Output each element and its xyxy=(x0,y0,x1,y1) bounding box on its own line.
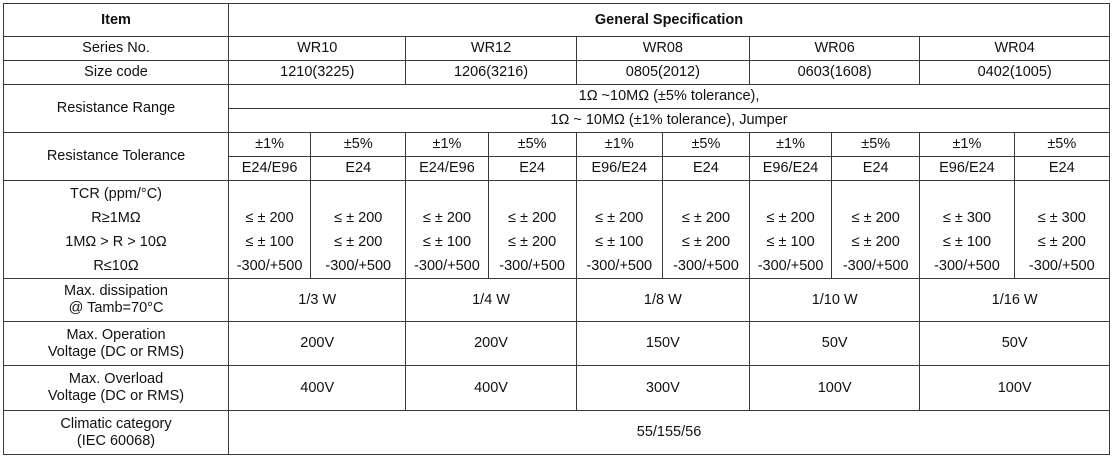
dissipation-label xyxy=(4,279,229,322)
tcr-mid: ≤ ± 200 xyxy=(1037,233,1086,250)
overload-cell: 300V xyxy=(576,366,749,411)
tcr-r-ge-1m: ≤ ± 200 xyxy=(851,209,900,226)
tcr-r-le-10: -300/+500 xyxy=(934,257,1000,274)
dissipation-label-line-1: Max. dissipation xyxy=(64,283,168,299)
series-cell: WR12 xyxy=(406,37,576,61)
tolerance-series: E24 xyxy=(832,157,920,181)
operation-cell: 150V xyxy=(576,322,749,366)
tcr-r-le-10: -300/+500 xyxy=(842,257,909,274)
series-cell: WR10 xyxy=(229,37,406,61)
tolerance-pct: ±1% xyxy=(406,133,488,157)
size-row xyxy=(4,61,1110,85)
operation-cell: 200V xyxy=(406,322,576,366)
tolerance-pct: ±5% xyxy=(488,133,576,157)
tcr-mid: ≤ ± 100 xyxy=(245,233,294,250)
size-cell: 1206(3216) xyxy=(406,61,576,85)
tcr-cell xyxy=(832,181,920,279)
series-cell: WR06 xyxy=(750,37,920,61)
operation-label-line-1: Max. Operation xyxy=(66,326,166,343)
dissipation-row xyxy=(4,279,1110,322)
series-cell: WR04 xyxy=(920,37,1110,61)
dissipation-cell: 1/8 W xyxy=(576,279,749,322)
tolerance-pct: ±1% xyxy=(576,133,662,157)
tolerance-pct: ±5% xyxy=(832,133,920,157)
overload-label-line-2: Voltage (DC or RMS) xyxy=(47,388,185,404)
tcr-r-ge-1m: ≤ ± 300 xyxy=(942,209,992,226)
tolerance-series: E24 xyxy=(311,157,406,181)
tcr-r-le-10: -300/+500 xyxy=(325,257,392,274)
header-item: Item xyxy=(4,4,229,37)
operation-label-line-2: Voltage (DC or RMS) xyxy=(47,343,185,360)
dissipation-cell: 1/16 W xyxy=(920,279,1110,322)
dissipation-cell: 1/4 W xyxy=(406,279,576,322)
climatic-label-line-1: Climatic category xyxy=(60,415,172,432)
size-cell: 1210(3225) xyxy=(229,61,406,85)
header-row xyxy=(4,4,1110,37)
tolerance-series: E24 xyxy=(488,157,576,181)
tcr-mid: ≤ ± 200 xyxy=(851,233,900,250)
tcr-r-ge-1m: ≤ ± 200 xyxy=(422,209,472,226)
series-row xyxy=(4,37,1110,61)
tcr-row xyxy=(4,181,1110,279)
tcr-r-ge-1m: ≤ ± 200 xyxy=(681,209,731,226)
tcr-r-ge-1m: ≤ ± 200 xyxy=(766,209,815,226)
tolerance-series: E24 xyxy=(1014,157,1109,181)
tcr-r-ge-1m: ≤ ± 300 xyxy=(1037,209,1086,226)
tcr-r-ge-1m: ≤ ± 200 xyxy=(334,209,383,226)
tcr-r-le-10: -300/+500 xyxy=(236,257,303,274)
tolerance-pct: ±1% xyxy=(229,133,311,157)
tcr-cell xyxy=(488,181,576,279)
overload-label xyxy=(4,366,229,411)
header-general-specification: General Specification xyxy=(229,4,1110,37)
spec-table xyxy=(3,3,1110,455)
climatic-label-line-2: (IEC 60068) xyxy=(76,432,156,449)
tolerance-row-pct xyxy=(4,133,1110,157)
tcr-r-le-10: -300/+500 xyxy=(586,257,653,274)
tcr-r-le-10: -300/+500 xyxy=(414,257,480,274)
tolerance-pct: ±1% xyxy=(750,133,832,157)
climatic-value: 55/155/56 xyxy=(229,411,1110,455)
overload-label-line-1: Max. Overload xyxy=(68,371,164,387)
tcr-label xyxy=(4,181,229,279)
tcr-cell xyxy=(750,181,832,279)
tolerance-pct: ±5% xyxy=(311,133,406,157)
resistance-range-row-1 xyxy=(4,85,1110,109)
tcr-label-mid-range: 1MΩ > R > 10Ω xyxy=(65,233,167,250)
tcr-mid: ≤ ± 100 xyxy=(422,233,472,250)
size-cell: 0402(1005) xyxy=(920,61,1110,85)
size-cell: 0805(2012) xyxy=(576,61,749,85)
dissipation-cell: 1/10 W xyxy=(750,279,920,322)
size-cell: 0603(1608) xyxy=(750,61,920,85)
tcr-cell xyxy=(229,181,311,279)
series-label: Series No. xyxy=(4,37,229,61)
tcr-r-le-10: -300/+500 xyxy=(673,257,739,274)
tolerance-pct: ±5% xyxy=(1014,133,1109,157)
overload-cell: 400V xyxy=(406,366,576,411)
tolerance-series: E96/E24 xyxy=(576,157,662,181)
tcr-cell xyxy=(662,181,749,279)
resistance-range-line-1: 1Ω ~10MΩ (±5% tolerance), xyxy=(229,85,1110,109)
tcr-r-ge-1m: ≤ ± 200 xyxy=(508,209,557,226)
tcr-mid: ≤ ± 100 xyxy=(595,233,644,250)
tcr-cell xyxy=(406,181,488,279)
operation-cell: 200V xyxy=(229,322,406,366)
dissipation-cell: 1/3 W xyxy=(229,279,406,322)
climatic-row xyxy=(4,411,1110,455)
tcr-label-r-le-10: R≤10Ω xyxy=(93,257,139,274)
tcr-mid: ≤ ± 200 xyxy=(334,233,383,250)
size-label: Size code xyxy=(4,61,229,85)
tcr-r-le-10: -300/+500 xyxy=(757,257,824,274)
overload-cell: 100V xyxy=(920,366,1110,411)
tcr-label-title: TCR (ppm/°C) xyxy=(70,185,163,202)
tolerance-pct: ±5% xyxy=(662,133,749,157)
resistance-range-label: Resistance Range xyxy=(4,85,229,133)
tcr-r-le-10: -300/+500 xyxy=(1028,257,1095,274)
climatic-label xyxy=(4,411,229,455)
series-cell: WR08 xyxy=(576,37,749,61)
tolerance-series: E96/E24 xyxy=(920,157,1014,181)
tcr-mid: ≤ ± 100 xyxy=(766,233,815,250)
operation-cell: 50V xyxy=(920,322,1110,366)
tcr-cell xyxy=(311,181,406,279)
dissipation-label-line-2: @ Tamb=70°C xyxy=(68,300,164,316)
tcr-r-ge-1m: ≤ ± 200 xyxy=(595,209,644,226)
tolerance-series: E24/E96 xyxy=(406,157,488,181)
tcr-mid: ≤ ± 200 xyxy=(508,233,557,250)
operation-label xyxy=(4,322,229,366)
resistance-range-line-2: 1Ω ~ 10MΩ (±1% tolerance), Jumper xyxy=(229,109,1110,133)
tolerance-series: E24/E96 xyxy=(229,157,311,181)
tolerance-label: Resistance Tolerance xyxy=(4,133,229,181)
tcr-r-le-10: -300/+500 xyxy=(499,257,565,274)
tolerance-pct: ±1% xyxy=(920,133,1014,157)
tcr-mid: ≤ ± 100 xyxy=(942,233,992,250)
tcr-mid: ≤ ± 200 xyxy=(681,233,731,250)
overload-row xyxy=(4,366,1110,411)
tcr-cell xyxy=(920,181,1014,279)
tcr-label-r-ge-1m: R≥1MΩ xyxy=(91,209,141,226)
tcr-r-ge-1m: ≤ ± 200 xyxy=(245,209,294,226)
tolerance-series: E96/E24 xyxy=(750,157,832,181)
tcr-cell xyxy=(1014,181,1109,279)
overload-cell: 100V xyxy=(750,366,920,411)
operation-cell: 50V xyxy=(750,322,920,366)
tolerance-series: E24 xyxy=(662,157,749,181)
operation-row xyxy=(4,322,1110,366)
tcr-cell xyxy=(576,181,662,279)
overload-cell: 400V xyxy=(229,366,406,411)
